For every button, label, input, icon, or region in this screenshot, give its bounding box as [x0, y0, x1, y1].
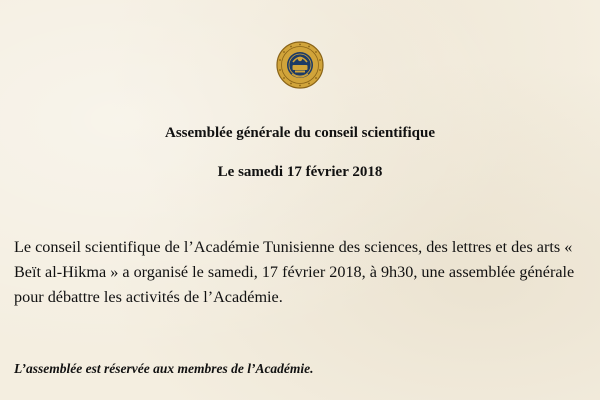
- members-only-note: L’assemblée est réservée aux membres de l’Académie.: [14, 361, 314, 376]
- academy-logo: [268, 40, 332, 90]
- document-title: Assemblée générale du conseil scientifique: [165, 125, 435, 141]
- document-date: Le samedi 17 février 2018: [217, 164, 383, 180]
- body-paragraph: Le conseil scientifique de l’Académie Tunisienne des sciences, des lettres et des arts « Beït al-Hikma » a organisé le samedi, 17 février 2018, à 9h30, une assemblée générale pour débattre les activités de l’Académie.: [14, 238, 575, 306]
- academy-emblem-icon: [268, 40, 332, 90]
